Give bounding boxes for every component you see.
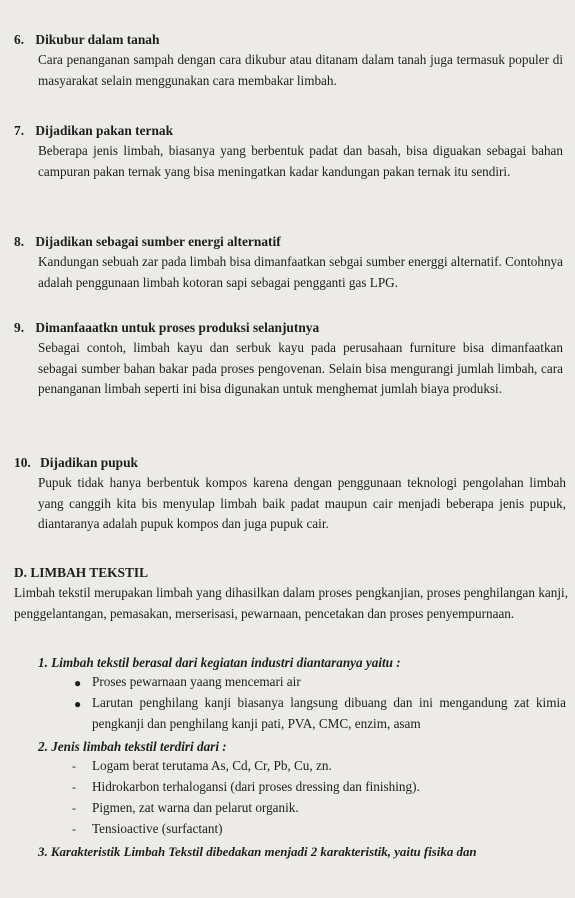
bullet-item-2: Larutan penghilang kanji biasanya langsung dibuang dan ini mengandung zat kimia pengkanji dan penghilang kanji pati, PVA, CMC, enzim, asam	[92, 695, 566, 731]
section-d-intro: Limbah tekstil merupakan limbah yang dihasilkan dalam proses pengkanjian, proses penghilangan kanji, penggelantangan, pemasakan, merserisasi, pewarnaan, pencetakan dan proses penyempurnaan.	[14, 585, 568, 621]
section-8-body: Kandungan sebuah zar pada limbah bisa dimanfaatkan sebgai sumber energgi alternatif. Contohnya adalah penggunaan limbah kotoran sapi sebagai pengganti gas LPG.	[38, 254, 563, 290]
section-9-title: Dimanfaaatkn untuk proses produksi selanjutnya	[35, 320, 320, 335]
point-1: 1. Limbah tekstil berasal dari kegiatan industri diantaranya yaitu :	[38, 655, 401, 670]
section-7-number: 7.	[14, 123, 25, 138]
dash-item-4: Tensioactive (surfactant)	[92, 821, 223, 836]
section-10-heading	[14, 455, 138, 471]
point-2: 2. Jenis limbah tekstil terdiri dari :	[38, 739, 227, 754]
section-d-heading: D. LIMBAH TEKSTIL	[14, 565, 149, 580]
section-8-heading	[14, 234, 281, 250]
bullet-icon: ●	[74, 697, 82, 711]
section-8-number: 8.	[14, 234, 25, 249]
section-10-title: Dijadikan pupuk	[40, 455, 138, 470]
section-6-title: Dikubur dalam tanah	[35, 32, 160, 47]
section-7-body: Beberapa jenis limbah, biasanya yang berbentuk padat dan basah, bisa diguakan sebagai bahan campuran pakan ternak yang bisa meningatkan kadar kandungan pakan ternak itu sendiri.	[38, 143, 563, 179]
section-10-number: 10.	[14, 455, 31, 470]
dash-item-3: Pigmen, zat warna dan pelarut organik.	[92, 800, 299, 815]
section-6-body: Cara penanganan sampah dengan cara dikubur atau ditanam dalam tanah juga termasuk populer di masyarakat selain menggunakan cara membakar limbah.	[38, 52, 563, 88]
bullet-item-1: Proses pewarnaan yaang mencemari air	[92, 674, 301, 689]
section-6-number: 6.	[14, 32, 25, 47]
dash-marker: -	[72, 822, 76, 836]
dash-item-1: Logam berat terutama As, Cd, Cr, Pb, Cu, zn.	[92, 758, 332, 773]
dash-marker: -	[72, 780, 76, 794]
dash-marker: -	[72, 759, 76, 773]
section-9-heading	[14, 320, 319, 336]
section-7-title: Dijadikan pakan ternak	[35, 123, 174, 138]
dash-item-2: Hidrokarbon terhalogansi (dari proses dressing dan finishing).	[92, 779, 420, 794]
section-7-heading	[14, 123, 173, 139]
section-8-title: Dijadikan sebagai sumber energi alternatif	[35, 234, 281, 249]
section-6-heading	[14, 32, 159, 48]
section-10-body: Pupuk tidak hanya berbentuk kompos karena dengan penggunaan teknologi pengolahan limbah yang canggih kita bis menyulap limbah baik padat maupun cair menjadi beberapa jenis pupuk, diantaranya adalah pupuk kompos dan juga pupuk cair.	[38, 475, 566, 531]
point-3: 3. Karakteristik Limbah Tekstil dibedakan menjadi 2 karakteristik, yaitu fisika dan	[38, 845, 477, 859]
section-9-body: Sebagai contoh, limbah kayu dan serbuk kayu pada perusahaan furniture bisa dimanfaatkan sebagai sumber bahan bakar pada proses pengovenan. Selain bisa mengurangi jumlah limbah, cara penanganan limbah seperti ini bisa digunakan untuk menghemat jumlah biaya produksi.	[38, 340, 563, 396]
dash-marker: -	[72, 801, 76, 815]
section-9-number: 9.	[14, 320, 25, 335]
bullet-icon: ●	[74, 676, 82, 690]
